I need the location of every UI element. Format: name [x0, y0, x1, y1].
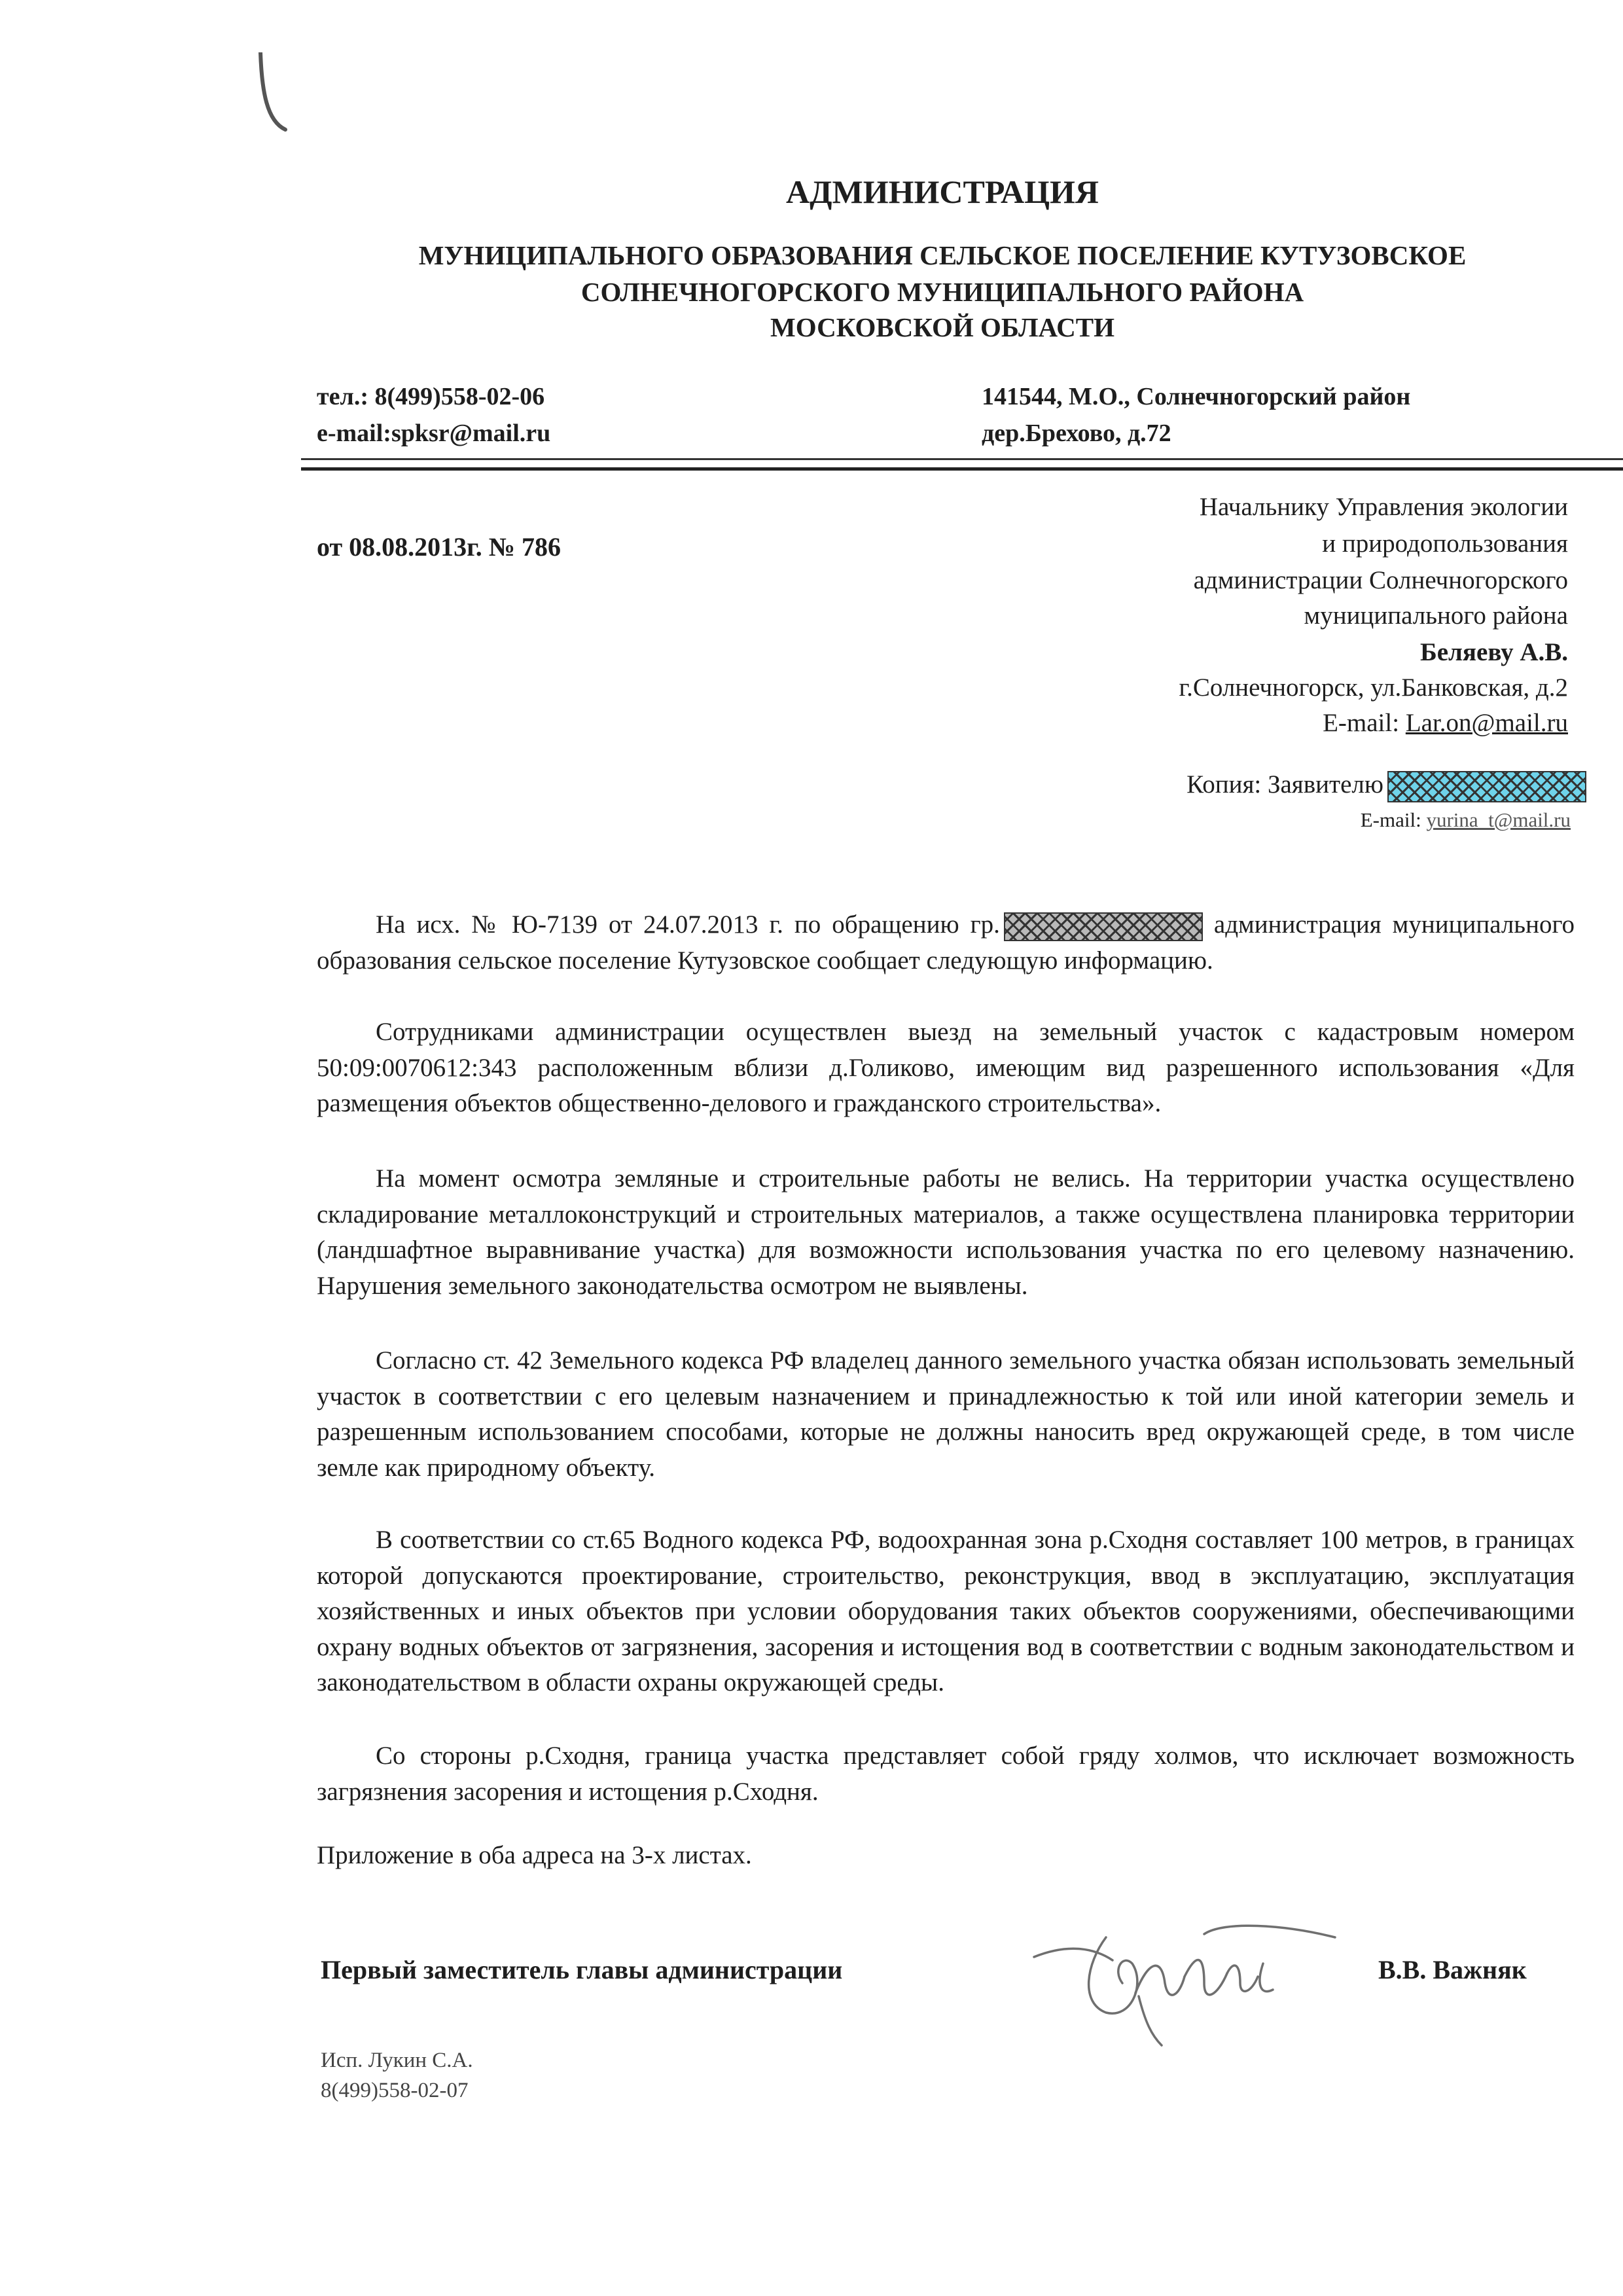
addressee-line-3: администрации Солнечногорского [1193, 566, 1568, 594]
addressee-line-1: Начальнику Управления экологии [1199, 493, 1568, 521]
org-name-line-1: МУНИЦИПАЛЬНОГО ОБРАЗОВАНИЯ СЕЛЬСКОЕ ПОСЕЛЕНИЕ КУТУЗОВСКОЕ [418, 240, 1467, 270]
redacted-citizen-name [1004, 912, 1203, 941]
body-paragraph-6: Со стороны р.Сходня, граница участка представляет собой гряду холмов, что исключает возможность загрязнения засорения и истощения р.Сходня. [317, 1742, 1575, 1806]
copy-email [1113, 808, 1571, 832]
annex-note: Приложение в оба адреса на 3-х листах. [317, 1841, 752, 1869]
org-name-line-3: МОСКОВСКОЙ ОБЛАСТИ [770, 312, 1115, 342]
body-paragraph-1 [317, 907, 1575, 978]
body-paragraph-2: Сотрудниками администрации осуществлен выезд на земельный участок с кадастровым номером 50:09:0070612:343 расположенным вблизи д.Голиково, имеющим вид разрешенного использования «Для размещения объектов общественно-делового и гражданского строительства». [317, 1018, 1575, 1118]
copy-email-label: E-mail: [1360, 808, 1427, 831]
scan-mark-icon [254, 52, 293, 137]
header-divider-thick [301, 467, 1623, 471]
body-paragraph-1-end: администрация муниципального образования сельское поселение Кутузовское сообщает следующую информацию. [317, 910, 1575, 975]
org-title: АДМИНИСТРАЦИЯ [786, 173, 1099, 210]
addressee-address: г.Солнечногорск, ул.Банковская, д.2 [1179, 673, 1568, 702]
org-name-line-2: СОЛНЕЧНОГОРСКОГО МУНИЦИПАЛЬНОГО РАЙОНА [580, 277, 1304, 307]
org-email: e-mail:spksr@mail.ru [317, 420, 551, 447]
addressee-name: Беляеву А.В. [1419, 638, 1568, 666]
org-phone: тел.: 8(499)558-02-06 [317, 383, 545, 410]
executor-phone: 8(499)558-02-07 [321, 2079, 469, 2102]
addressee-email-link[interactable]: Lar.on@mail.ru [1405, 709, 1568, 737]
addressee-email-label: E-mail: [1323, 709, 1406, 737]
handwritten-signature-icon [1008, 1898, 1348, 2055]
addressee-line-4: муниципального района [1304, 601, 1568, 630]
org-address-line-2: дер.Брехово, д.72 [982, 420, 1171, 447]
body-paragraph-4: Согласно ст. 42 Земельного кодекса РФ владелец данного земельного участка обязан использовать земельный участок в соответствии с его целевым назначением и принадлежностью к той или иной категории земель и разрешенным использованием способами, которые не должны наносить вред окружающей среде, в том числе земле как природному объекту. [317, 1346, 1575, 1482]
copy-email-value[interactable]: yurina_t@mail.ru [1426, 808, 1571, 831]
letter-reference: от 08.08.2013г. № 786 [317, 532, 561, 562]
executor-name: Исп. Лукин С.А. [321, 2049, 473, 2072]
addressee-line-2: и природопользования [1322, 529, 1568, 558]
org-address-line-1: 141544, М.О., Солнечногорский район [982, 383, 1411, 410]
copy-line [982, 770, 1586, 802]
body-paragraph-5: В соответствии со ст.65 Водного кодекса РФ, водоохранная зона р.Сходня составляет 100 метров, в границах которой допускаются проектирование, строительство, реконструкция, ввод в эксплуатацию, эксплуатация хозяйственных и иных объектов при условии оборудования таких объектов сооружениями, обеспечивающими охрану водных объектов от загрязнения, засорения и истощения вод в соответствии с водным законодательством и законодательством в области охраны окружающей среды. [317, 1526, 1575, 1697]
redacted-applicant-name [1387, 771, 1586, 802]
signatory-title: Первый заместитель главы администрации [321, 1955, 843, 1984]
copy-label: Копия: Заявителю [1186, 770, 1383, 798]
body-paragraph-3: На момент осмотра земляные и строительные работы не велись. На территории участка осуществлено складирование металлоконструкций и строительных материалов, а также осуществлена планировка территории (ландшафтное выравнивание участка) для возможности использования участка по его целевому назначению. Нарушения земельного законодательства осмотром не выявлены. [317, 1164, 1575, 1300]
header-divider-thin [301, 458, 1623, 460]
addressee-email [982, 708, 1568, 738]
body-paragraph-1-start: На исх. № Ю-7139 от 24.07.2013 г. по обращению гр. [376, 910, 1000, 939]
signatory-name: В.В. Важняк [1378, 1955, 1527, 1984]
